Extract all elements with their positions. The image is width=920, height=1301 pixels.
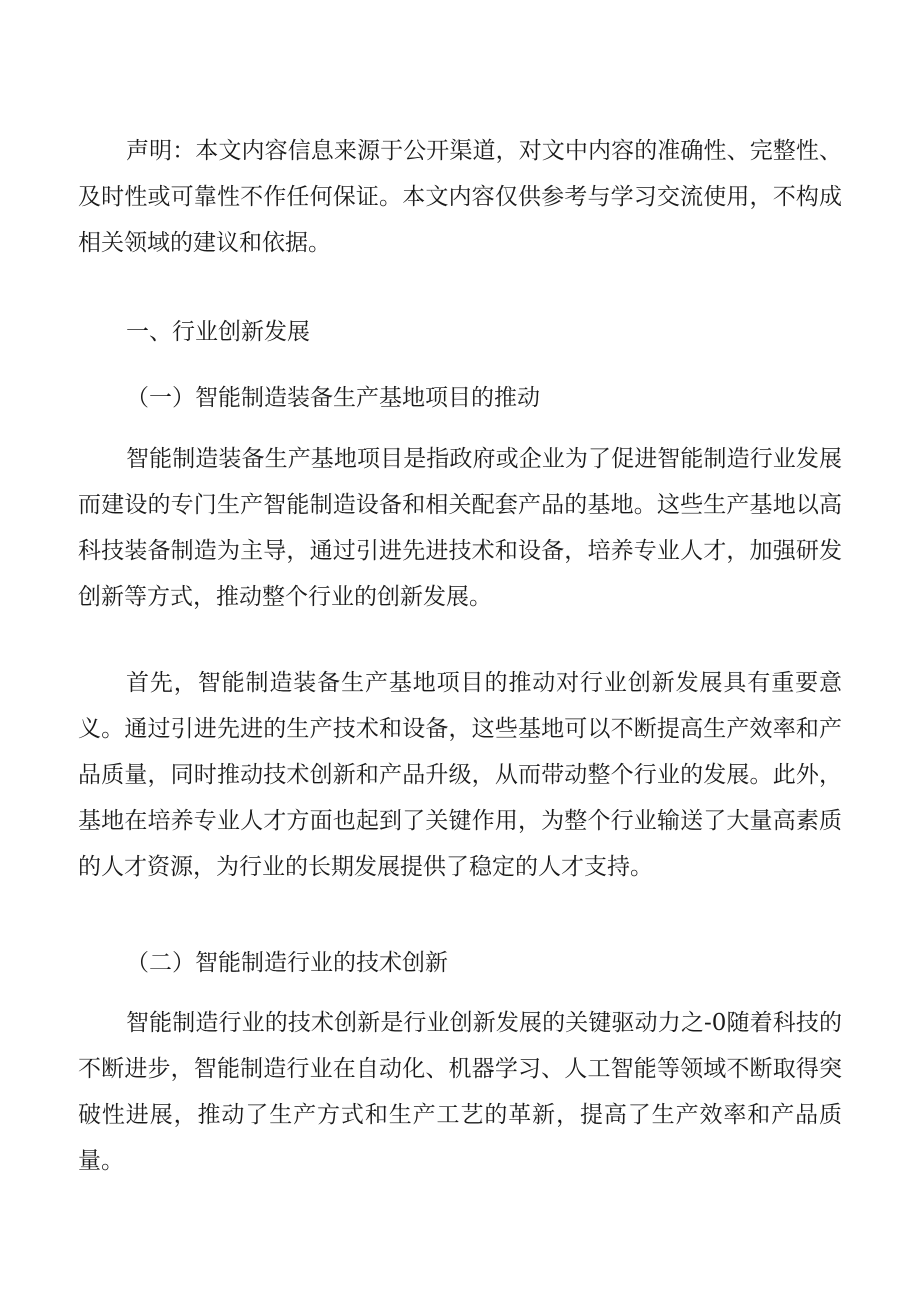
subsection-heading: （一）智能制造装备生产基地项目的推动: [126, 385, 540, 411]
section-heading: 一、行业创新发展: [126, 319, 310, 345]
body-paragraph: 智能制造行业的技术创新是行业创新发展的关键驱动力之-0随着科技的不断进步，智能制造行业在自动化、机器学习、人工智能等领域不断取得突破性进展，推动了生产方式和生产工艺的革新，提高了生产效率和产品质量。: [78, 1010, 842, 1174]
subsection-heading: （二）智能制造行业的技术创新: [126, 950, 448, 976]
disclaimer-paragraph: 声明：本文内容信息来源于公开渠道，对文中内容的准确性、完整性、及时性或可靠性不作任何保证。本文内容仅供参考与学习交流使用，不构成相关领域的建议和依据。: [78, 138, 842, 256]
body-paragraph: 智能制造装备生产基地项目是指政府或企业为了促进智能制造行业发展而建设的专门生产智能制造设备和相关配套产品的基地。这些生产基地以高科技装备制造为主导，通过引进先进技术和设备，培养专业人才，加强研发创新等方式，推动整个行业的创新发展。: [78, 446, 842, 610]
body-paragraph: 首先，智能制造装备生产基地项目的推动对行业创新发展具有重要意义。通过引进先进的生产技术和设备，这些基地可以不断提高生产效率和产品质量，同时推动技术创新和产品升级，从而带动整个行业的发展。此外，基地在培养专业人才方面也起到了关键作用，为整个行业输送了大量高素质的人才资源，为行业的长期发展提供了稳定的人才支持。: [78, 670, 842, 880]
